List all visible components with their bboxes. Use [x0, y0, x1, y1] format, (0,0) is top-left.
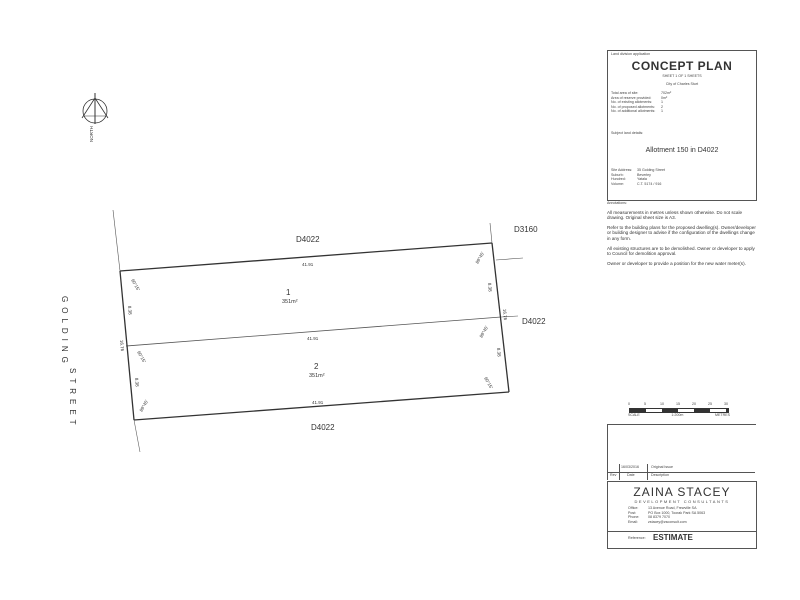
lot-2-area: 351m² — [309, 373, 325, 379]
subject-label: Subject land details: — [611, 131, 644, 135]
boundary-mid — [126, 317, 501, 346]
dim-left-upper: 8.38 — [127, 305, 133, 315]
company-box — [607, 481, 757, 549]
detail-label: Volume: — [611, 181, 624, 186]
revision-table — [607, 464, 755, 481]
dim-left-lower: 8.38 — [134, 377, 140, 387]
revision-desc-value: Original Issue — [651, 465, 673, 469]
stat-value: 0m² — [661, 95, 668, 100]
scale-ratio: 1:200m — [671, 413, 684, 417]
road-label-bottom: D4022 — [311, 423, 335, 432]
note-1: All measurements in metres unless shown otherwise. Do not scale drawing. Original sheet size is A3. — [607, 209, 743, 221]
revision-desc-header: Description — [651, 473, 669, 477]
road-edge — [496, 258, 523, 260]
scale-text: SCALE — [628, 413, 640, 417]
dim-left-total: 16.76 — [119, 339, 125, 352]
stat-label: Total area of site: — [611, 91, 639, 95]
stat-value: 2 — [661, 104, 663, 109]
stat-label: No. of proposed allotments: — [611, 104, 655, 109]
dim-right-lower: 8.38 — [496, 347, 502, 357]
revision-date-value: 16/03/2016 — [621, 465, 639, 469]
council-label: City of Charles Sturt — [665, 82, 699, 86]
road-edge — [134, 420, 140, 452]
road-edge — [490, 223, 492, 243]
stat-value: 1 — [661, 109, 663, 114]
road-label-top: D4022 — [296, 235, 320, 244]
dim-mid: 41.91 — [307, 336, 319, 341]
detail-value: Beverley — [637, 172, 651, 177]
dim-top: 41.91 — [302, 262, 314, 267]
revision-rev-header: Rev — [610, 473, 617, 477]
scale-tick: 20 — [692, 402, 696, 406]
scale-tick: 5 — [644, 402, 646, 406]
angle-top-left: 90°15' — [130, 278, 141, 292]
road-edge — [113, 210, 120, 271]
north-arrow-icon — [82, 93, 108, 124]
dim-right-total: 16.76 — [502, 308, 508, 321]
scale-tick: 30 — [724, 402, 728, 406]
north-label: NORTH — [89, 126, 94, 142]
contact-value: 13 Avenue Road, Frewville SA — [648, 506, 697, 510]
boundary-bottom — [134, 392, 509, 420]
stat-value: 1 — [661, 100, 663, 105]
allotment-title: Allotment 150 in D4022 — [645, 147, 719, 154]
scale-tick: 0 — [628, 402, 630, 406]
revision-date-header: Date — [627, 473, 635, 477]
stat-label: Area of reserve provided: — [611, 95, 652, 100]
angle-top-right: 89°45' — [474, 251, 486, 265]
stat-value: 702m² — [661, 91, 672, 95]
subject-land-box — [607, 130, 757, 201]
annotations — [607, 201, 757, 266]
contact-label: Phone: — [628, 515, 640, 520]
note-3: All existing structures are to be demolished. Owner or developer to apply to Council for demolition approval. — [607, 245, 755, 257]
road-label-corner: D3160 — [514, 225, 538, 234]
detail-value: C.T. 5174 / 916 — [637, 181, 662, 186]
reference-value: ESTIMATE — [653, 533, 693, 542]
dim-right-upper: 8.38 — [487, 282, 493, 292]
contact-label: Office: — [628, 506, 639, 510]
land-details — [611, 168, 751, 186]
angle-mid-right: 89°45' — [478, 325, 490, 339]
company-tagline: DEVELOPMENT CONSULTANTS — [634, 499, 730, 504]
contact-value: zstacey@zsconsult.com — [648, 519, 687, 524]
contact-label: Email: — [628, 519, 638, 524]
scale-tick: 10 — [660, 402, 664, 406]
road-label-right: D4022 — [522, 317, 546, 326]
angle-mid-left: 90°15' — [136, 350, 147, 364]
annotations-label: Annotations: — [607, 201, 627, 205]
site-stats — [611, 91, 751, 114]
title-box — [607, 50, 757, 132]
angle-bottom-left: 89°45' — [138, 399, 150, 413]
street-name-bottom: STREET — [68, 368, 77, 430]
contact-value: 08 8379 7070 — [648, 515, 670, 520]
company-contacts — [628, 506, 753, 524]
detail-label: Suburb: — [611, 172, 624, 177]
detail-value: 35 Golding Street — [637, 168, 665, 172]
scale-tick: 25 — [708, 402, 712, 406]
scale-bar — [628, 402, 730, 424]
stat-label: No. of existing allotments: — [611, 100, 653, 105]
reference-label: Reference: — [628, 536, 646, 540]
company-name: ZAINA STACEY — [633, 485, 731, 499]
street-name-top: GOLDING — [60, 296, 69, 368]
contact-value: PO Box 1000, Toorak Park SA 5063 — [648, 510, 706, 515]
detail-label: Hundred: — [611, 177, 626, 182]
scale-tick: 15 — [676, 402, 680, 406]
note-2: Refer to the building plans for the proposed dwelling(s). Owner/developer or building designer to advise if the configuration of the dwellings change in any form. — [607, 224, 756, 241]
detail-label: Site Address: — [611, 168, 633, 172]
scale-label — [628, 413, 730, 418]
contact-label: Post: — [628, 510, 637, 515]
lot-1-area: 351m² — [282, 299, 298, 305]
angle-bottom-right: 90°15' — [483, 376, 494, 390]
dim-bottom: 41.91 — [312, 400, 324, 405]
stat-label: No. of additional allotments: — [611, 109, 656, 114]
land-division-label: Land division application — [611, 52, 651, 56]
lot-2-number: 2 — [314, 362, 319, 371]
note-4: Owner or developer to provide a position for the new water meter(s). — [607, 260, 746, 266]
sheet-label: SHEET 1 OF 1 SHEETS — [662, 74, 702, 78]
scale-unit: METRES — [715, 413, 730, 417]
lot-1-number: 1 — [286, 288, 291, 297]
plan-title: CONCEPT PLAN — [631, 59, 733, 73]
detail-value: Yatala — [637, 177, 647, 182]
